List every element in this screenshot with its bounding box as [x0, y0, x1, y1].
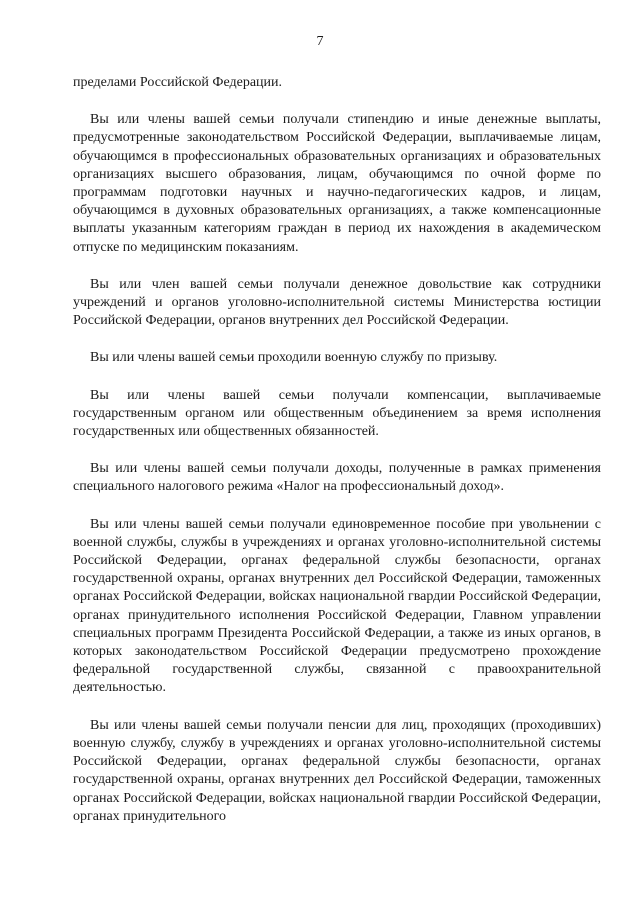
- paragraph-compensation: Вы или члены вашей семьи получали компенсации, выплачиваемые государственным органом или общественным объединением за время исполнения государственных или общественных обязанностей.: [73, 387, 601, 440]
- page-number: 7: [316, 34, 324, 49]
- paragraph-self-employed-tax: Вы или члены вашей семьи получали доходы, полученные в рамках применения специального налогового режима «Налог на профессиональный доход».: [73, 461, 601, 495]
- paragraph-continuation: пределами Российской Федерации.: [73, 75, 283, 90]
- paragraph-stipend: Вы или члены вашей семьи получали стипендию и иные денежные выплаты, предусмотренные законодательством Российской Федерации, выплачиваемые лицам, обучающимся в профессиональных образовательных организациях и образовательных организациях высшего образования, лицам, обучающимся по очной форме по программам подготовки научных и научно-педагогических кадров, и лицам, обучающимся в духовных образовательных организациях, а также компенсационные выплаты указанным категориям граждан в период их нахождения в академическом отпуске по медицинским показаниям.: [73, 112, 601, 255]
- paragraph-allowance: Вы или член вашей семьи получали денежное довольствие как сотрудники учреждений и органов уголовно-исполнительной системы Министерства юстиции Российской Федерации, органов внутренних дел Российской Федерации.: [73, 276, 601, 329]
- paragraph-pension: Вы или члены вашей семьи получали пенсии для лиц, проходящих (проходивших) военную службу, службу в учреждениях и органах уголовно-исполнительной системы Российской Федерации, органах федеральной службы безопасности, органах государственной охраны, органах внутренних дел Российской Федерации, таможенных органах Российской Федерации, войсках национальной гвардии Российской Федерации, органах принудительного: [73, 717, 601, 824]
- paragraph-lump-sum-benefit: Вы или члены вашей семьи получали единовременное пособие при увольнении с военной службы, службы в учреждениях и органах уголовно-исполнительной системы Российской Федерации, органах федеральной службы безопасности, органах государственной охраны, органах внутренних дел Российской Федерации, таможенных органах Российской Федерации, войсках национальной гвардии Российской Федерации, органах принудительного исполнения Российской Федерации, Главном управлении специальных программ Президента Российской Федерации, а также из иных органов, в которых законодательством Российской Федерации предусмотрено прохождение федеральной государственной службы, связанной с правоохранительной деятельностью.: [73, 516, 601, 696]
- document-body: [73, 74, 601, 826]
- paragraph-military-conscription: Вы или члены вашей семьи проходили военную службу по призыву.: [90, 350, 498, 366]
